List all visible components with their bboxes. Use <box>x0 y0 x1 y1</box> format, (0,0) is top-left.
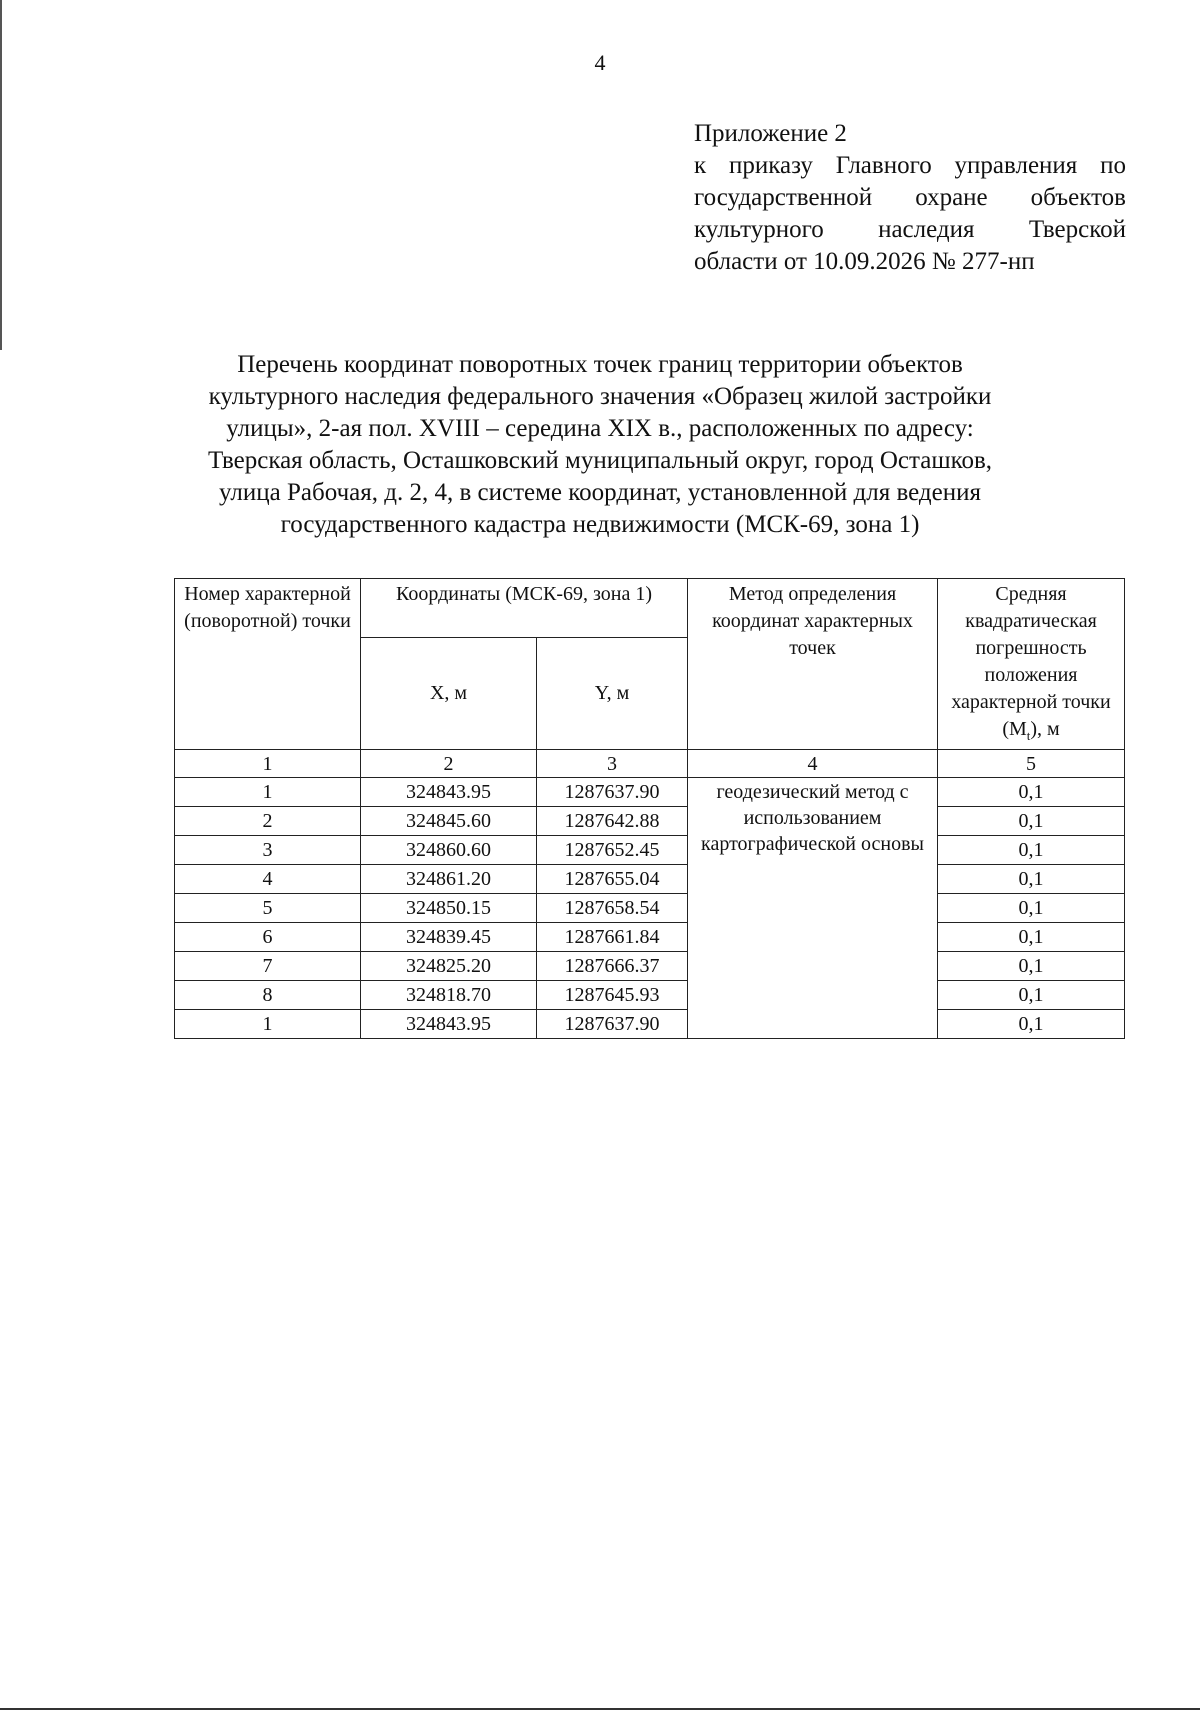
cell-error: 0,1 <box>938 865 1125 894</box>
cell-error: 0,1 <box>938 836 1125 865</box>
cell-x: 324845.60 <box>361 807 537 836</box>
cell-error: 0,1 <box>938 778 1125 807</box>
cell-y: 1287658.54 <box>537 894 688 923</box>
column-number: 1 <box>175 750 361 778</box>
appendix-line: Приложение 2 <box>694 120 847 147</box>
header-error-unit: ), м <box>1030 718 1060 740</box>
cell-error: 0,1 <box>938 981 1125 1010</box>
table-row <box>175 1010 1125 1039</box>
table-row <box>175 778 1125 807</box>
title-line: государственного кадастра недвижимости (МСК-69, зона 1) <box>280 511 920 538</box>
cell-point-number: 7 <box>175 952 361 981</box>
column-number-row <box>175 750 1125 778</box>
column-number: 2 <box>361 750 537 778</box>
appendix-line: государственной охране объектов <box>694 184 1126 211</box>
title-line: Перечень координат поворотных точек границ территории объектов <box>237 351 963 378</box>
cell-x: 324843.95 <box>361 1010 537 1039</box>
cell-y: 1287655.04 <box>537 865 688 894</box>
cell-error: 0,1 <box>938 807 1125 836</box>
header-x: X, м <box>361 637 537 749</box>
cell-point-number: 1 <box>175 778 361 807</box>
cell-y: 1287652.45 <box>537 836 688 865</box>
table-row <box>175 952 1125 981</box>
table-row <box>175 894 1125 923</box>
cell-x: 324843.95 <box>361 778 537 807</box>
cell-point-number: 6 <box>175 923 361 952</box>
cell-y: 1287642.88 <box>537 807 688 836</box>
appendix-line: области от 10.09.2026 № 277-нп <box>694 248 1035 275</box>
cell-point-number: 4 <box>175 865 361 894</box>
cell-error: 0,1 <box>938 894 1125 923</box>
cell-x: 324860.60 <box>361 836 537 865</box>
header-error-subscript: t <box>1026 728 1031 743</box>
cell-x: 324818.70 <box>361 981 537 1010</box>
column-number: 4 <box>688 750 938 778</box>
cell-point-number: 2 <box>175 807 361 836</box>
title-line: улицы», 2-ая пол. XVIII – середина XIX в., расположенных по адресу: <box>226 415 974 442</box>
scan-bottom-edge <box>0 1708 1200 1710</box>
table-row <box>175 981 1125 1010</box>
cell-error: 0,1 <box>938 923 1125 952</box>
cell-y: 1287666.37 <box>537 952 688 981</box>
title-line: культурного наследия федерального значения «Образец жилой застройки <box>208 383 992 410</box>
cell-method: геодезический метод с использованием картографической основы <box>688 778 938 1039</box>
cell-point-number: 1 <box>175 1010 361 1039</box>
table-row <box>175 865 1125 894</box>
appendix-reference <box>694 118 1126 278</box>
cell-x: 324861.20 <box>361 865 537 894</box>
cell-error: 0,1 <box>938 1010 1125 1039</box>
table-row <box>175 836 1125 865</box>
cell-x: 324825.20 <box>361 952 537 981</box>
appendix-line: к приказу Главного управления по <box>694 152 1126 179</box>
cell-error: 0,1 <box>938 952 1125 981</box>
title-line: Тверская область, Осташковский муниципальный округ, город Осташков, <box>207 447 993 474</box>
cell-y: 1287645.93 <box>537 981 688 1010</box>
cell-y: 1287637.90 <box>537 778 688 807</box>
cell-point-number: 8 <box>175 981 361 1010</box>
column-number: 3 <box>537 750 688 778</box>
column-number: 5 <box>938 750 1125 778</box>
cell-x: 324839.45 <box>361 923 537 952</box>
header-error <box>938 579 1125 750</box>
cell-x: 324850.15 <box>361 894 537 923</box>
cell-point-number: 5 <box>175 894 361 923</box>
coordinates-table <box>174 578 1125 1039</box>
title-line: улица Рабочая, д. 2, 4, в системе координат, установленной для ведения <box>219 479 981 506</box>
header-y: Y, м <box>537 637 688 749</box>
cell-point-number: 3 <box>175 836 361 865</box>
header-point-number: Номер характерной (поворотной) точки <box>175 579 361 750</box>
appendix-line: культурного наследия Тверской <box>694 216 1126 243</box>
cell-y: 1287637.90 <box>537 1010 688 1039</box>
table-row <box>175 807 1125 836</box>
page-number: 4 <box>594 50 606 75</box>
document-title <box>150 349 1050 541</box>
header-row <box>175 579 1125 638</box>
header-error-text: Средняя квадратическая погрешность положения характерной точки (M <box>951 583 1111 740</box>
header-coordinates: Координаты (МСК-69, зона 1) <box>361 579 688 638</box>
header-method: Метод определения координат характерных точек <box>688 579 938 750</box>
cell-y: 1287661.84 <box>537 923 688 952</box>
table-row <box>175 923 1125 952</box>
